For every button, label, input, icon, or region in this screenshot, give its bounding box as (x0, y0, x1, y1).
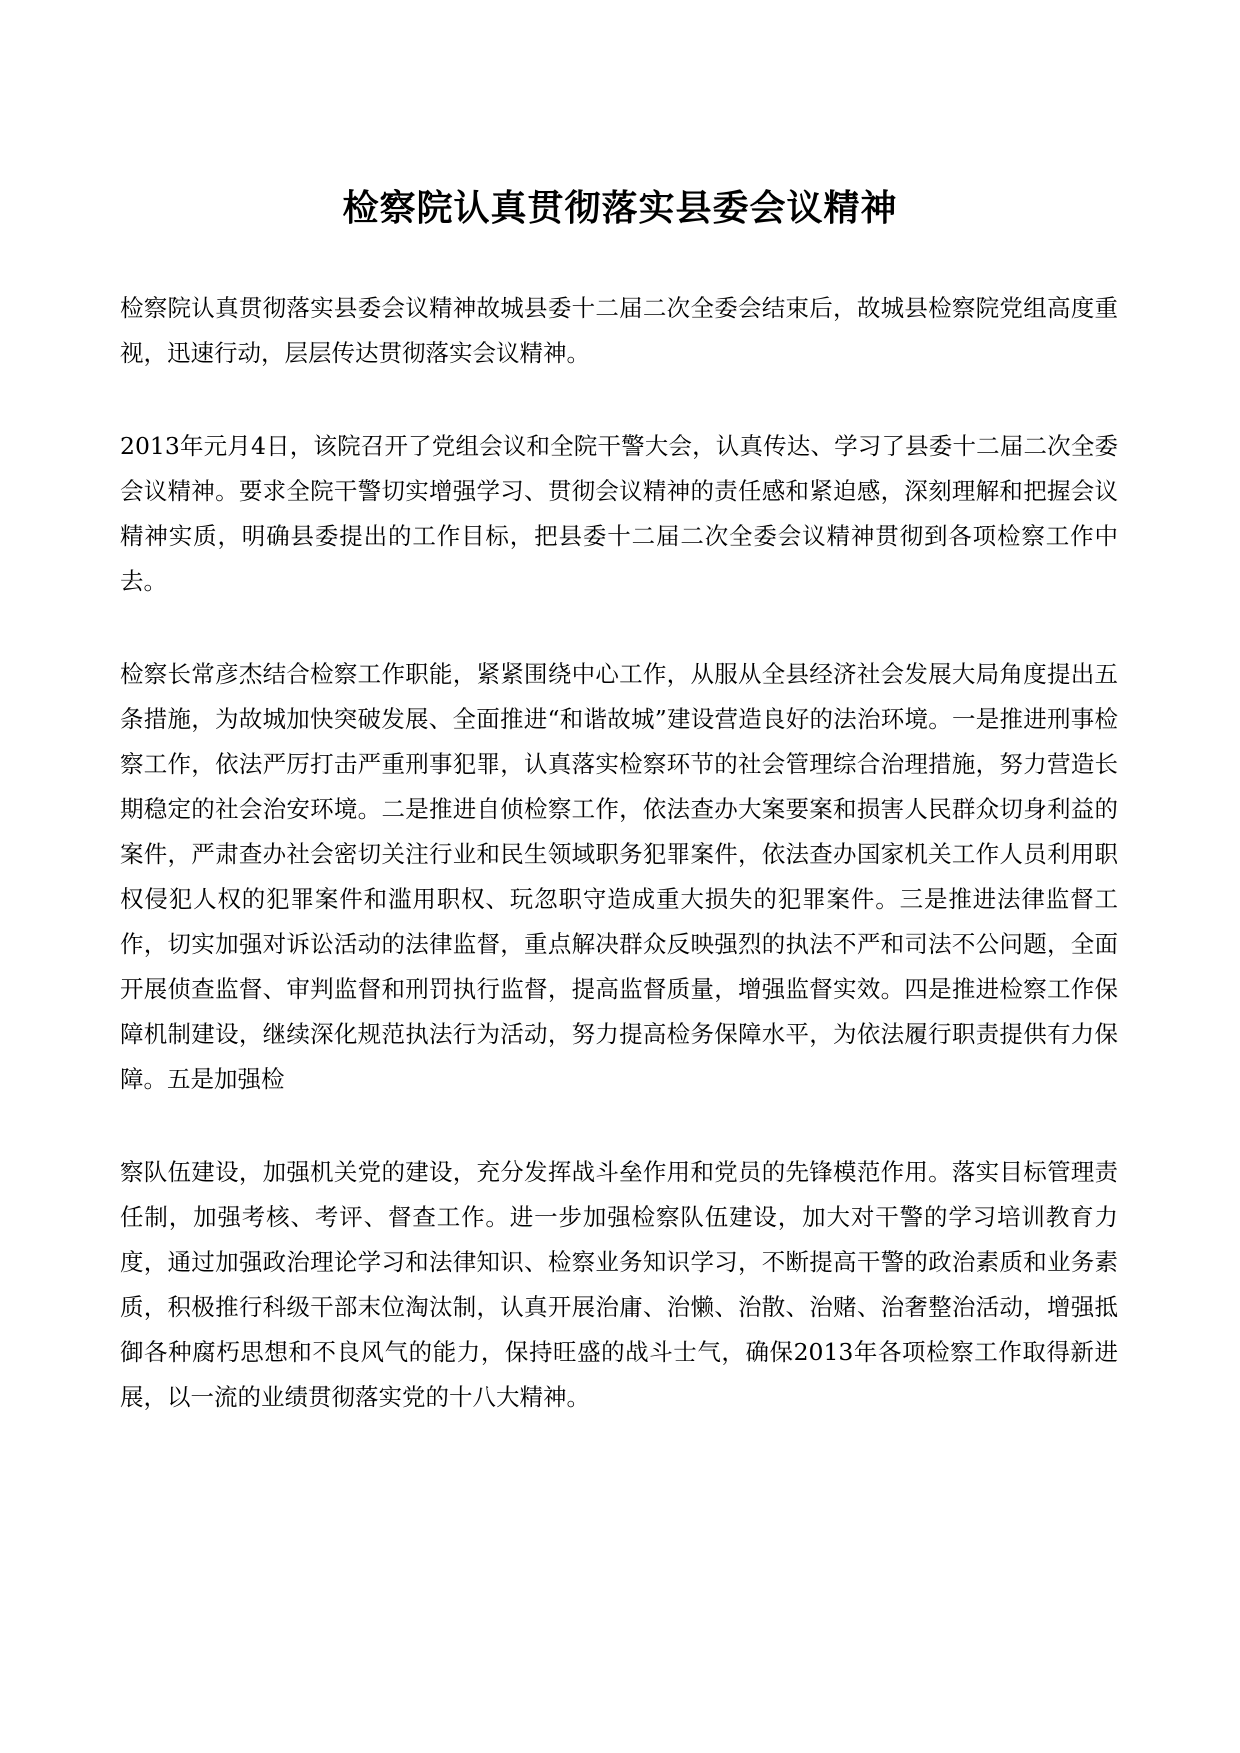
document-title: 检察院认真贯彻落实县委会议精神 (342, 187, 898, 230)
paragraph-3: 检察长常彦杰结合检察工作职能，紧紧围绕中心工作，从服从全县经济社会发展大局角度提出五条措施，为故城加快突破发展、全面推进“和谐故城”建设营造良好的法治环境。一是推进刑事检察工作，依法严厉打击严重刑事犯罪，认真落实检察环节的社会管理综合治理措施，努力营造长期稳定的社会治安环境。二是推进自侦检察工作，依法查办大案要案和损害人民群众切身利益的案件，严肃查办社会密切关注行业和民生领域职务犯罪案件，依法查办国家机关工作人员利用职权侵犯人权的犯罪案件和滥用职权、玩忽职守造成重大损失的犯罪案件。三是推进法律监督工作，切实加强对诉讼活动的法律监督，重点解决群众反映强烈的执法不严和司法不公问题，全面开展侦查监督、审判监督和刑罚执行监督，提高监督质量，增强监督实效。四是推进检察工作保障机制建设，继续深化规范执法行为活动，努力提高检务保障水平，为依法履行职责提供有力保障。五是加强检 (120, 660, 1118, 1093)
paragraph-4: 察队伍建设，加强机关党的建设，充分发挥战斗垒作用和党员的先锋模范作用。落实目标管理责任制，加强考核、考评、督查工作。进一步加强检察队伍建设，加大对干警的学习培训教育力度，通过加强政治理论学习和法律知识、检察业务知识学习，不断提高干警的政治素质和业务素质，积极推行科级干部末位淘汰制，认真开展治庸、治懒、治散、治赌、治奢整治活动，增强抵御各种腐朽思想和不良风气的能力，保持旺盛的战斗士气，确保2013年各项检察工作取得新进展，以一流的业绩贯彻落实党的十八大精神。 (120, 1158, 1118, 1411)
document-body (120, 286, 1118, 1468)
paragraph-1: 检察院认真贯彻落实县委会议精神故城县委十二届二次全委会结束后，故城县检察院党组高度重视，迅速行动，层层传达贯彻落实会议精神。 (120, 294, 1118, 367)
paragraph-2: 2013年元月4日，该院召开了党组会议和全院干警大会，认真传达、学习了县委十二届二次全委会议精神。要求全院干警切实增强学习、贯彻会议精神的责任感和紧迫感，深刻理解和把握会议精神实质，明确县委提出的工作目标，把县委十二届二次全委会议精神贯彻到各项检察工作中去。 (120, 432, 1118, 595)
